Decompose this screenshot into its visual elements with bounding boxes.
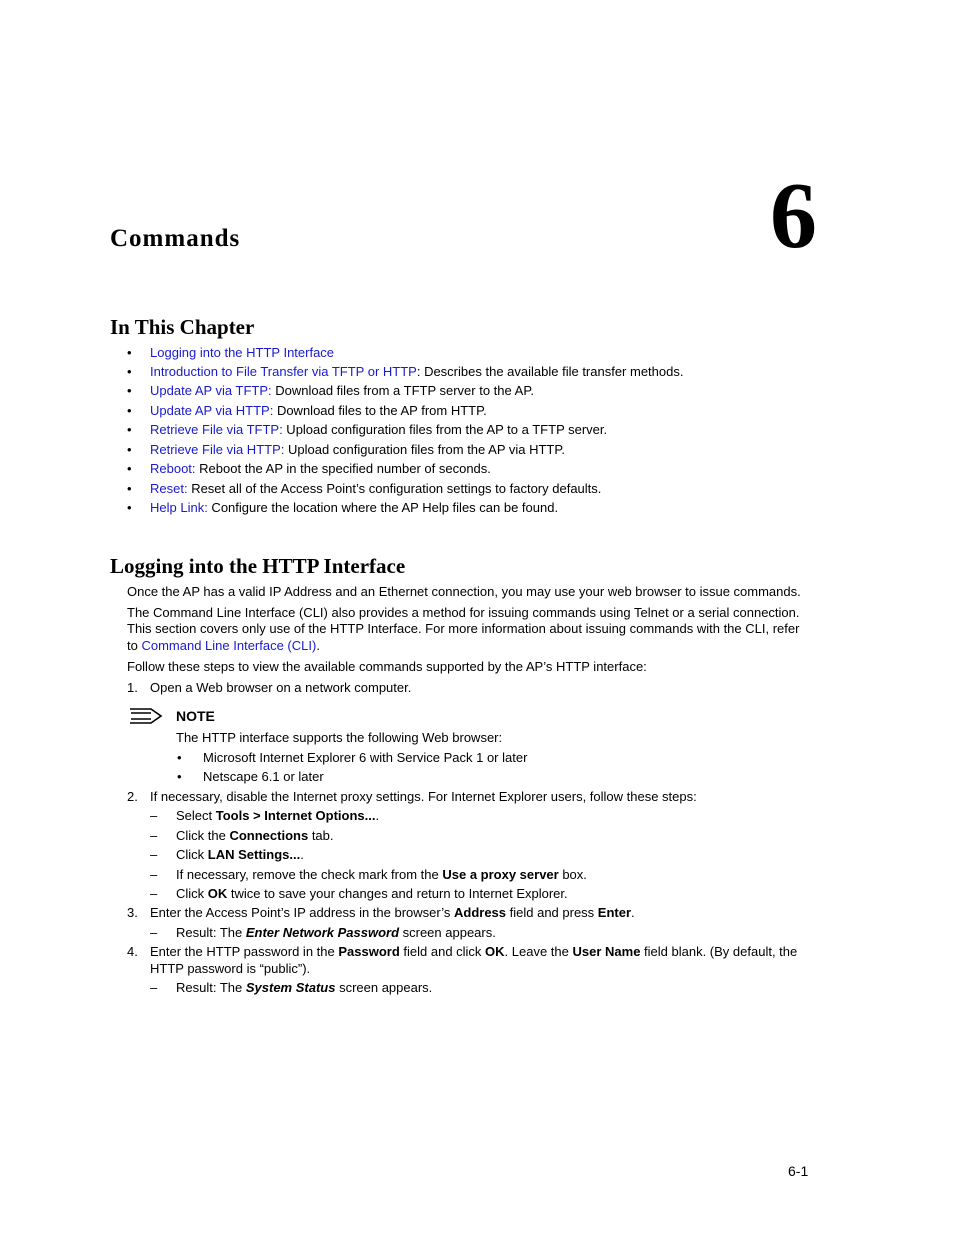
step-text: Enter the Access Point’s IP address in the browser’s Address field and press Enter. <box>150 905 635 920</box>
step-text: Open a Web browser on a network computer. <box>150 680 412 695</box>
step-text-continued: HTTP password is “public”). <box>150 961 311 976</box>
list-item: Update AP via HTTP: Download files to the AP from HTTP. <box>150 403 487 418</box>
toc-link[interactable]: Reboot: <box>150 461 196 476</box>
paragraph: Once the AP has a valid IP Address and an Ethernet connection, you may use your web browser to issue commands. <box>127 584 801 599</box>
dash: – <box>150 808 158 823</box>
in-this-chapter-heading: In This Chapter <box>110 315 255 339</box>
toc-link[interactable]: Help Link: <box>150 500 208 515</box>
note-pencil-icon <box>129 708 163 724</box>
bullet: • <box>127 500 132 515</box>
sub-step: Click OK twice to save your changes and return to Internet Explorer. <box>176 886 568 901</box>
step-number: 1. <box>127 680 138 695</box>
page-number: 6-1 <box>788 1163 809 1179</box>
toc-link[interactable]: Update AP via HTTP: <box>150 403 274 418</box>
dash: – <box>150 925 158 940</box>
list-item: Reboot: Reboot the AP in the specified number of seconds. <box>150 461 491 476</box>
sub-step: Result: The System Status screen appears. <box>176 980 433 995</box>
dash: – <box>150 847 158 862</box>
paragraph-line: The Command Line Interface (CLI) also provides a method for issuing commands using Telnet or a serial connection. <box>127 605 800 620</box>
note-label: NOTE <box>176 708 215 724</box>
toc-link[interactable]: Introduction to File Transfer via TFTP or HTTP <box>150 364 417 379</box>
sub-step: Click the Connections tab. <box>176 828 334 843</box>
list-item: Reset: Reset all of the Access Point’s configuration settings to factory defaults. <box>150 481 602 496</box>
bullet: • <box>177 769 182 784</box>
step-number: 4. <box>127 944 138 959</box>
bullet: • <box>127 461 132 476</box>
toc-link[interactable]: Logging into the HTTP Interface <box>150 345 335 360</box>
note-text: The HTTP interface supports the following Web browser: <box>176 730 503 745</box>
sub-step: Click LAN Settings.... <box>176 847 304 862</box>
toc-link[interactable]: Update AP via TFTP: <box>150 383 272 398</box>
bullet: • <box>127 383 132 398</box>
chapter-number: 6 <box>770 164 817 268</box>
list-item <box>150 345 334 361</box>
dash: – <box>150 867 158 882</box>
list-item: Netscape 6.1 or later <box>203 769 324 784</box>
list-item: Retrieve File via HTTP: Upload configuration files from the AP via HTTP. <box>150 442 565 457</box>
list-item: Help Link: Configure the location where the AP Help files can be found. <box>150 500 559 515</box>
step-text: If necessary, disable the Internet proxy settings. For Internet Explorer users, follow these steps: <box>150 789 697 804</box>
sub-step: Select Tools > Internet Options.... <box>176 808 380 823</box>
sub-step: If necessary, remove the check mark from the Use a proxy server box. <box>176 867 587 882</box>
dash: – <box>150 828 158 843</box>
bullet: • <box>127 442 132 457</box>
cli-link[interactable]: Command Line Interface (CLI) <box>141 638 317 653</box>
list-item: Introduction to File Transfer via TFTP or HTTP: Describes the available file transfer methods. <box>150 364 684 379</box>
step-text: Enter the HTTP password in the Password field and click OK. Leave the User Name field blank. (By default, the <box>150 944 798 959</box>
bullet: • <box>127 481 132 496</box>
step-number: 3. <box>127 905 138 920</box>
sub-step: Result: The Enter Network Password screen appears. <box>176 925 496 940</box>
bullet: • <box>177 750 182 765</box>
toc-link[interactable]: Retrieve File via TFTP: <box>150 422 283 437</box>
chapter-title: Commands <box>110 225 241 252</box>
paragraph: Follow these steps to view the available commands supported by the AP’s HTTP interface: <box>127 659 647 674</box>
bullet: • <box>127 403 132 418</box>
list-item: Retrieve File via TFTP: Upload configuration files from the AP to a TFTP server. <box>150 422 608 437</box>
section-heading: Logging into the HTTP Interface <box>110 554 406 578</box>
toc-link[interactable]: Reset: <box>150 481 188 496</box>
toc-link[interactable]: Retrieve File via HTTP: <box>150 442 285 457</box>
step-number: 2. <box>127 789 138 804</box>
bullet: • <box>127 345 132 360</box>
dash: – <box>150 980 158 995</box>
list-item: Microsoft Internet Explorer 6 with Service Pack 1 or later <box>203 750 528 765</box>
list-item: Update AP via TFTP: Download files from a TFTP server to the AP. <box>150 383 534 398</box>
bullet: • <box>127 364 132 379</box>
paragraph-line: This section covers only use of the HTTP Interface. For more information about issuing commands with the CLI, refer <box>127 621 800 636</box>
bullet: • <box>127 422 132 437</box>
paragraph-line: to Command Line Interface (CLI). <box>127 638 320 653</box>
dash: – <box>150 886 158 901</box>
